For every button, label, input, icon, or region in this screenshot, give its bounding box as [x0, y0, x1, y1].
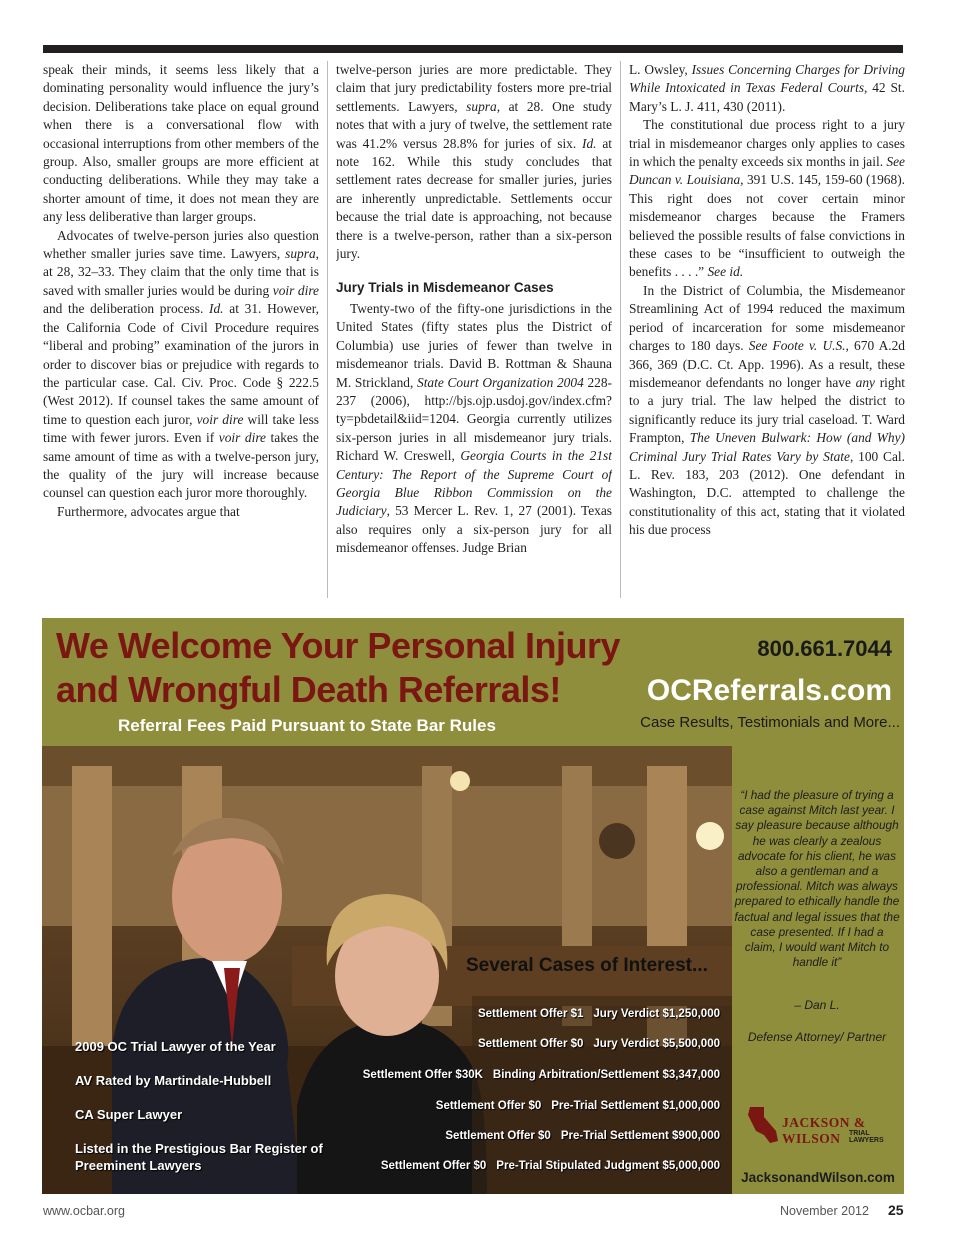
- ad-headline-line-1: We Welcome Your Personal Injury: [56, 625, 621, 666]
- text: , 53 Mercer L. Rev. 1, 27 (2001). Texas also requires only a six-person jury for all misdemeanor offenses. Judge Brian: [336, 503, 612, 556]
- text: , 100 Cal. L. Rev. 183, 203 (2012). One defendant in Washington, D.C. attempted to challenge the constitutionality of this act, stating that it violated his due process: [629, 448, 905, 538]
- text-italic: See Foote v. U.S.: [748, 338, 846, 354]
- article-column-1: [43, 61, 319, 598]
- text-italic: Id.: [209, 301, 224, 317]
- case-offer: Settlement Offer $1: [477, 1008, 584, 1020]
- text: Furthermore, advocates argue that: [57, 503, 240, 519]
- text-italic: See id.: [707, 264, 744, 280]
- ad-headline-line-2: and Wrongful Death Referrals!: [56, 669, 561, 710]
- case-offer: Settlement Offer $0: [435, 1100, 542, 1112]
- ad-website-link[interactable]: OCReferrals.com: [646, 674, 892, 707]
- text: , 42 St. Mary’s L. J. 411, 430 (2011).: [629, 80, 905, 114]
- ad-website-tagline: Case Results, Testimonials and More...: [640, 714, 900, 731]
- text: , 391 U.S. 145, 159-60 (1968). This right does not cover certain minor misdemeanor charges because the Framers believed the possible results of false convictions in these cases to be “insufficient to outweigh the benefits . . . .”: [629, 172, 905, 280]
- case-row: [436, 1100, 720, 1112]
- article-column-3: [629, 61, 905, 598]
- text-italic: supra: [285, 246, 316, 262]
- text: , 670 A.2d 366, 369 (D.C. Ct. App. 1996). As a result, these misdemeanor defendants no longer have: [629, 338, 905, 390]
- case-result: Jury Verdict $5,500,000: [593, 1038, 720, 1050]
- paragraph: [629, 282, 905, 540]
- text: at note 162. While this study concludes that settlement rates decrease for smaller juries, juries are inherently unpredictable. Settlements occur because the trial date is approaching, not because there is a twelve-person, rather than a six-person jury.: [336, 135, 612, 262]
- text: right to a jury trial. The law helped the district to significantly reduce its jury trial caseload. T. Ward Frampton,: [629, 374, 905, 446]
- paragraph: [43, 61, 319, 227]
- case-row: [381, 1160, 720, 1172]
- text-italic: See Duncan v. Louisiana: [629, 154, 905, 188]
- top-rule: [43, 45, 903, 53]
- text: Advocates of twelve-person juries also question whether smaller juries save time. Lawyers,: [43, 227, 319, 262]
- honor-item: AV Rated by Martindale-Hubbell: [75, 1073, 272, 1088]
- section-heading: Jury Trials in Misdemeanor Cases: [336, 280, 554, 296]
- case-offer: Settlement Offer $0: [445, 1130, 551, 1142]
- text-italic: The Uneven Bulwark: How (and Why) Criminal Jury Trial Rates Vary by State: [629, 430, 905, 464]
- text-italic: supra: [466, 98, 497, 114]
- text: Twenty-two of the fifty-one jurisdictions in the United States (fifty states plus the District of Columbia) use juries of fewer than twelve in misdemeanor trials. David B. Rottman & Shauna M. Strickland,: [336, 300, 612, 390]
- case-result: Pre-Trial Stipulated Judgment $5,000,000: [496, 1160, 720, 1172]
- case-row: [478, 1038, 720, 1050]
- cases-of-interest-title: Several Cases of Interest...: [466, 955, 708, 976]
- testimonial-quote: “I had the pleasure of trying a case against Mitch last year. I say pleasure because although he was clearly a zealous advocate for his client, he was also a gentleman and a professional. Mitch was always prepared to ethically handle the factual and legal issues that the case presented. If I had a claim, I would want Mitch to handle it”: [734, 788, 900, 970]
- text: will take less time with fewer jurors. Even if: [43, 411, 319, 446]
- ad-subheadline: Referral Fees Paid Pursuant to State Bar Rules: [118, 716, 496, 735]
- paragraph: [336, 61, 612, 263]
- paragraph: [629, 61, 905, 116]
- firm-website-link[interactable]: JacksonandWilson.com: [741, 1170, 895, 1185]
- case-offer: Settlement Offer $30K: [362, 1069, 483, 1081]
- article-column-2: [336, 61, 612, 598]
- page-number: 25: [888, 1202, 904, 1218]
- text-italic: Georgia Courts in the 21st Century: The Report of the Supreme Court of Georgia Blue Ribbon Commission on the Judiciary: [336, 448, 612, 519]
- column-divider: [327, 61, 328, 598]
- case-row: [445, 1130, 720, 1142]
- firm-logo-subtitle: TRIAL LAWYERS: [849, 1130, 884, 1144]
- text-italic: Issues Concerning Charges for Driving While Intoxicated in Texas Federal Courts: [629, 62, 905, 96]
- column-divider: [620, 61, 621, 598]
- advertisement[interactable]: [42, 618, 904, 1194]
- text: , at 28. One study notes that with a jury of twelve, the settlement rate was 41.2% versus 28.8% for juries of six.: [336, 98, 612, 151]
- paragraph: [629, 116, 905, 282]
- text: L. Owsley,: [629, 62, 692, 77]
- honor-item: CA Super Lawyer: [75, 1107, 183, 1122]
- text: The constitutional due process right to a jury trial in misdemeanor charges only applies to cases in which the penalty exceeds six months in jail.: [629, 117, 905, 170]
- text-italic: voir dire: [218, 430, 266, 446]
- honor-item: 2009 OC Trial Lawyer of the Year: [75, 1039, 276, 1054]
- case-result: Binding Arbitration/Settlement $3,347,000: [492, 1069, 720, 1081]
- paragraph: [43, 227, 319, 503]
- footer-website[interactable]: www.ocbar.org: [43, 1204, 125, 1218]
- text: at 31. However, the California Code of Civil Procedure requires “liberal and probing” examination of the jurors in order to discover bias or prejudice with regards to the particular case. Cal. Civ. Proc. Code § 222.5 (West 2012). If counsel takes the same amount of time to question each juror,: [43, 301, 319, 427]
- text: speak their minds, it seems less likely that a dominating personality would influence the jury’s decision. Deliberations take place on equal ground when there is a conversational flow with occasional interruptions from other members of the group. Also, smaller groups are more efficient at conducting deliberations. While they may take a shorter amount of time, it does not mean they are any less deliberative than larger groups.: [43, 62, 319, 225]
- paragraph: [336, 300, 612, 558]
- firm-logo-name: JACKSON & WILSON: [782, 1115, 866, 1146]
- paragraph: [43, 503, 319, 521]
- text-italic: State Court Organization 2004: [417, 374, 584, 390]
- text-italic: voir dire: [272, 282, 319, 298]
- footer-date: November 2012: [780, 1204, 869, 1218]
- testimonial-author: – Dan L.: [794, 998, 840, 1012]
- case-result: Jury Verdict $1,250,000: [593, 1008, 720, 1020]
- text: In the District of Columbia, the Misdemeanor Streamlining Act of 1994 reduced the maximum period of incarceration for some misdemeanor charges to 180 days.: [629, 282, 905, 354]
- text: and the deliberation process.: [43, 301, 210, 317]
- honor-item: Listed in the Prestigious Bar Register of Preeminent Lawyers: [75, 1141, 323, 1173]
- text: 228-237 (2006), http://bjs.ojp.usdoj.gov/index.cfm?ty=pbdetail&iid=1204. Georgia currently utilizes six-person juries in all misdemeanor jury trials. Richard W. Creswell,: [336, 374, 612, 464]
- case-result: Pre-Trial Settlement $900,000: [560, 1130, 720, 1142]
- text-italic: Id.: [582, 135, 597, 151]
- text: takes the same amount of time as with a twelve-person jury, the quality of the jury will increase because counsel can question each juror more thoroughly.: [43, 430, 319, 501]
- article-columns: [43, 61, 904, 598]
- case-offer: Settlement Offer $0: [380, 1160, 487, 1172]
- text: twelve-person juries are more predictable. They claim that jury predictability fosters more pre-trial settlements. Lawyers,: [336, 62, 612, 114]
- case-row: [363, 1069, 720, 1081]
- case-result: Pre-Trial Settlement $1,000,000: [551, 1100, 720, 1112]
- text-italic: any: [855, 374, 875, 390]
- case-offer: Settlement Offer $0: [477, 1038, 584, 1050]
- case-row: [478, 1008, 720, 1020]
- text-italic: voir dire: [196, 411, 244, 427]
- text: , at 28, 32–33. They claim that the only time that is saved with smaller juries would be during: [43, 246, 319, 298]
- testimonial-author-title: Defense Attorney/ Partner: [747, 1030, 887, 1044]
- ad-phone-number[interactable]: 800.661.7044: [757, 636, 892, 661]
